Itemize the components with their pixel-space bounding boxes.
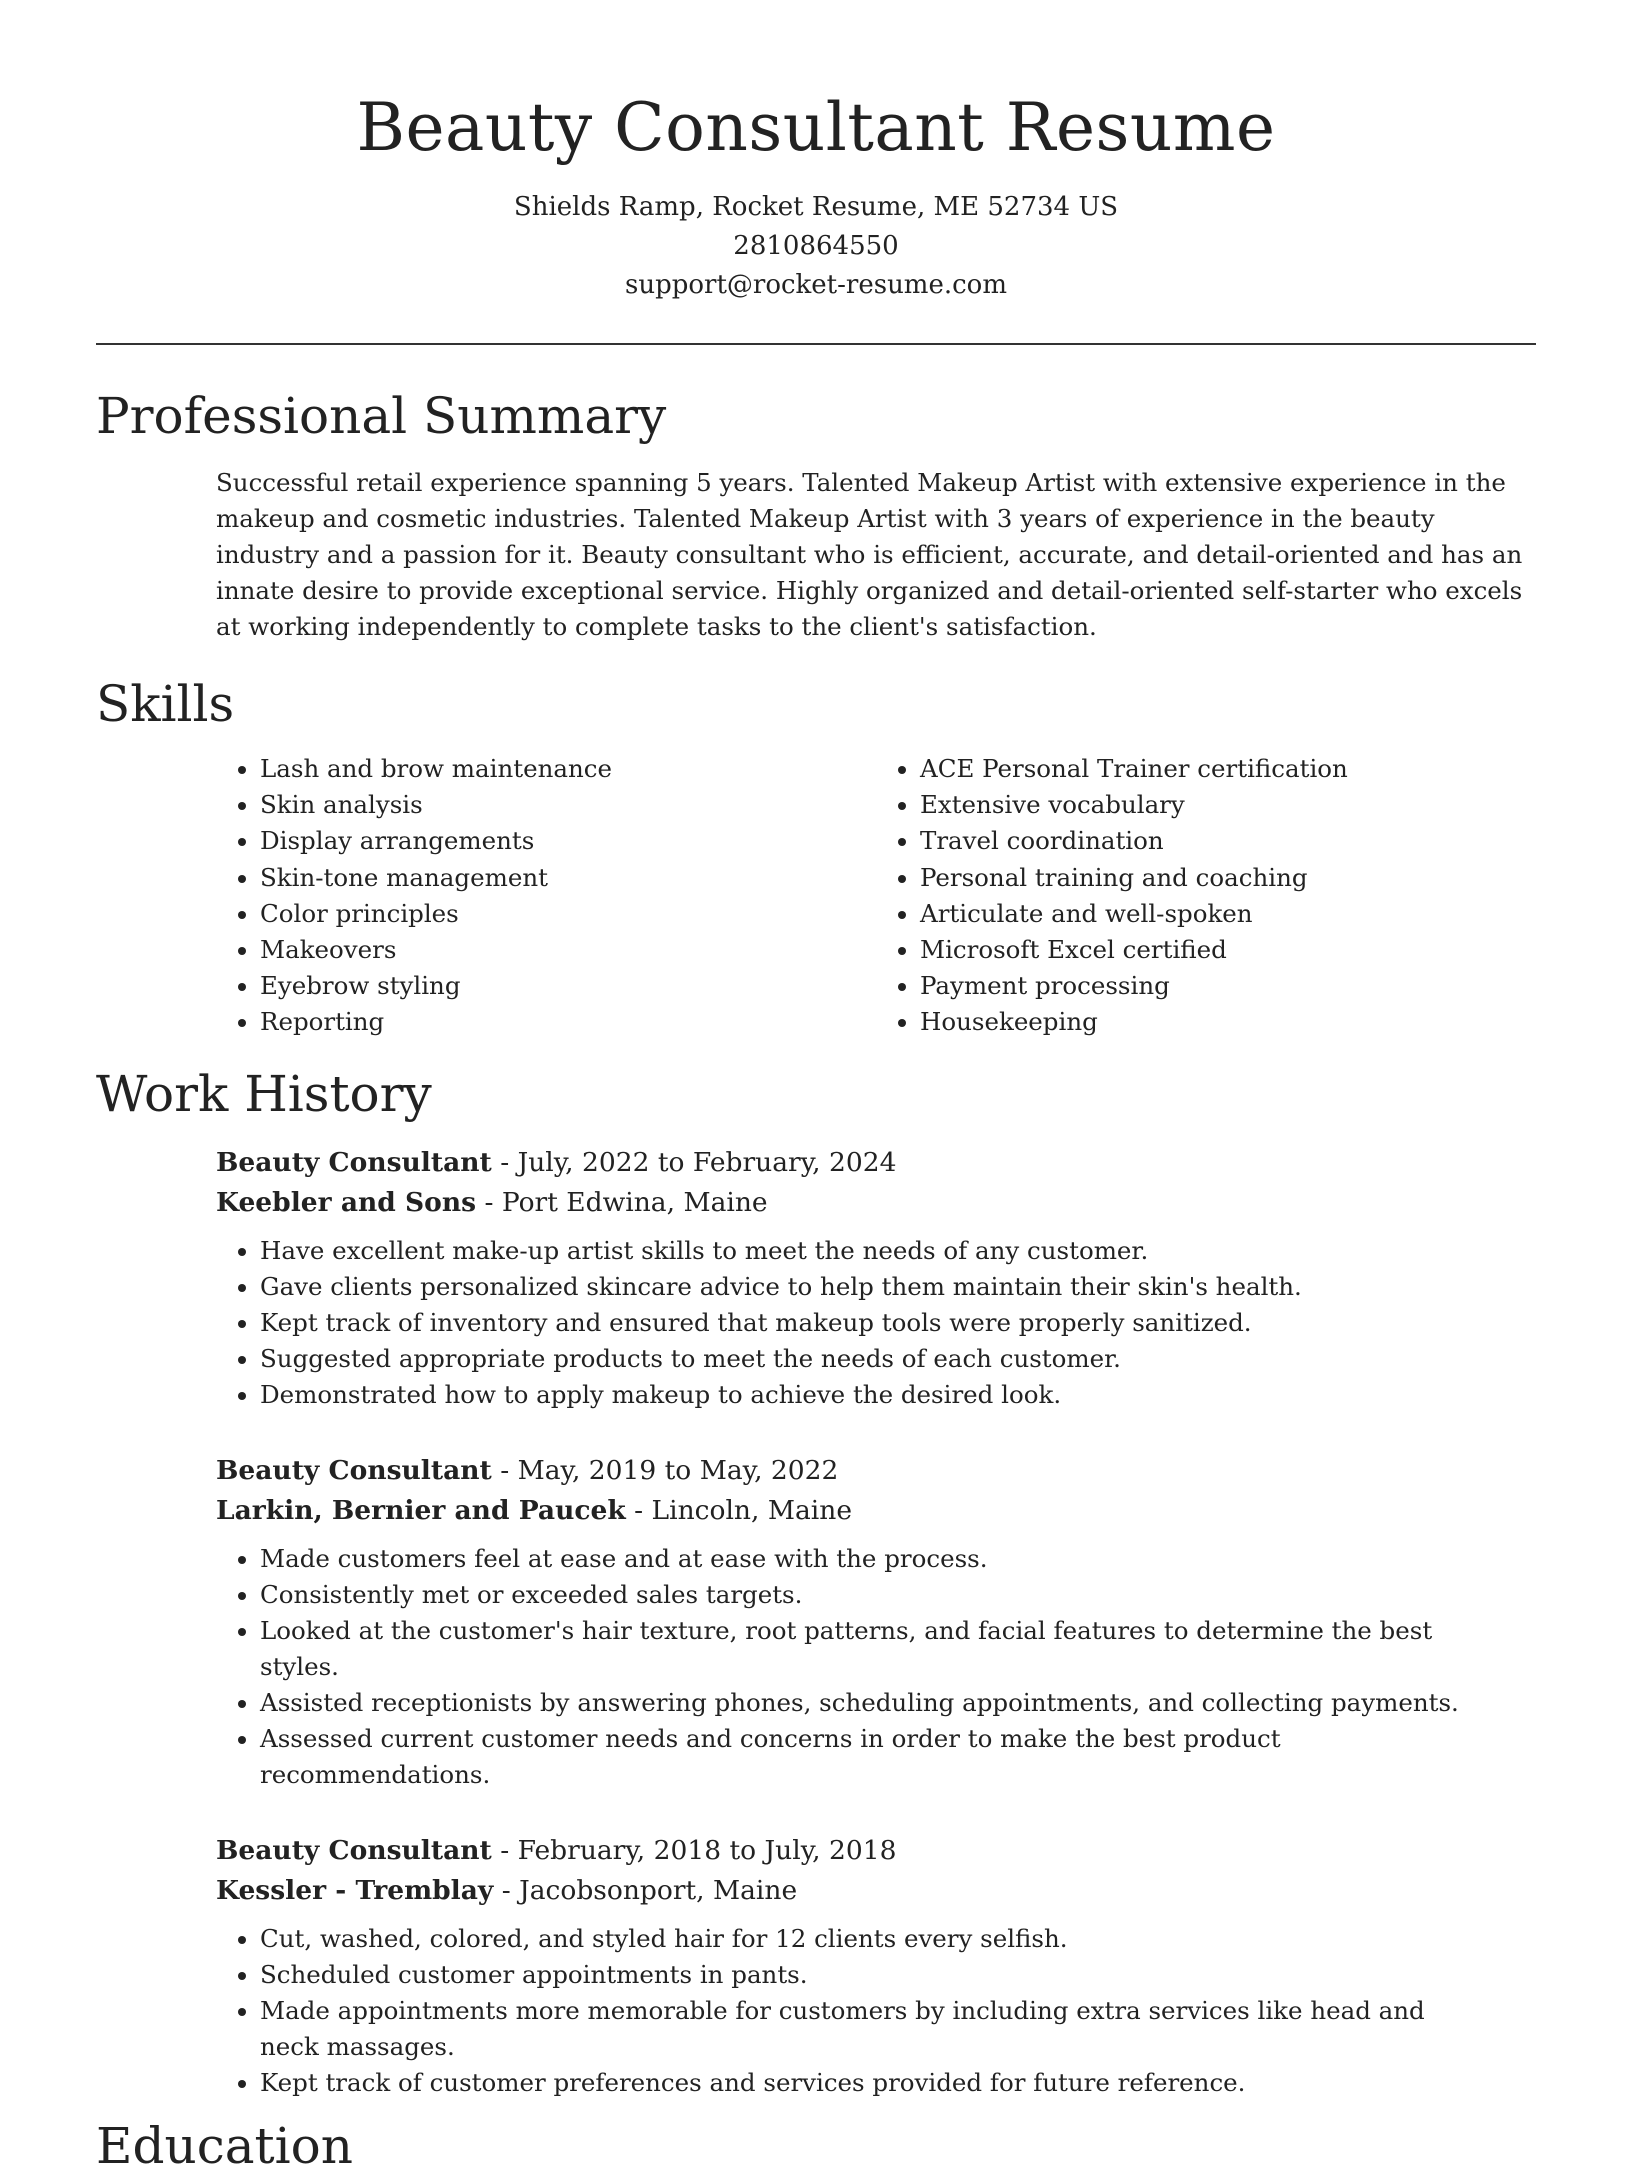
job-bullet: • Made appointments more memorable for customers by including extra services like head and neck massages. (260, 1993, 1536, 2065)
job-bullet: • Made customers feel at ease and at ease with the process. (260, 1541, 1536, 1577)
job-bullet: • Consistently met or exceeded sales targets. (260, 1577, 1536, 1613)
resume-page (96, 0, 1536, 2177)
work-history-heading: Work History (96, 1064, 432, 1123)
job-bullets (216, 1233, 1536, 1413)
skill-item: • Reporting (260, 1004, 876, 1040)
job-bullet: • Assisted receptionists by answering phones, scheduling appointments, and collecting payments. (260, 1685, 1536, 1721)
job-company-line (216, 1183, 1536, 1223)
job-role: Beauty Consultant (216, 1146, 492, 1178)
job-company: Kessler - Tremblay (216, 1874, 494, 1906)
job-bullet: • Kept track of customer preferences and services provided for future reference. (260, 2065, 1536, 2101)
skill-item: • Microsoft Excel certified (920, 932, 1536, 968)
job-company-line (216, 1491, 1536, 1531)
job-company-line (216, 1871, 1536, 1911)
skill-item: • Display arrangements (260, 823, 876, 859)
job-bullet: • Kept track of inventory and ensured that makeup tools were properly sanitized. (260, 1305, 1536, 1341)
skill-item: • Extensive vocabulary (920, 787, 1536, 823)
job-entry (216, 1831, 1536, 2101)
skills-column-right (876, 751, 1536, 1041)
contact-phone: 2810864550 (733, 231, 899, 261)
skills-column-left (216, 751, 876, 1041)
skill-item: • Personal training and coaching (920, 860, 1536, 896)
job-bullet: • Have excellent make-up artist skills to meet the needs of any customer. (260, 1233, 1536, 1269)
skill-item: • Articulate and well-spoken (920, 896, 1536, 932)
job-bullet: • Cut, washed, colored, and styled hair for 12 clients every selfish. (260, 1921, 1536, 1957)
job-bullet: • Looked at the customer's hair texture, root patterns, and facial features to determine the best styles. (260, 1613, 1536, 1685)
job-title-line (216, 1143, 1536, 1183)
skills-heading: Skills (96, 675, 235, 733)
skill-item: • Eyebrow styling (260, 968, 876, 1004)
job-entry (216, 1143, 1536, 1413)
summary-heading: Professional Summary (96, 387, 667, 445)
job-bullet: • Demonstrated how to apply makeup to achieve the desired look. (260, 1377, 1536, 1413)
contact-email: support@rocket-resume.com (624, 270, 1007, 300)
job-dates: - May, 2019 to May, 2022 (491, 1454, 839, 1486)
skill-item: • Travel coordination (920, 823, 1536, 859)
job-company: Larkin, Bernier and Paucek (216, 1494, 626, 1526)
contact-address: Shields Ramp, Rocket Resume, ME 52734 US (513, 192, 1119, 222)
job-location: - Port Edwina, Maine (476, 1186, 768, 1218)
job-bullets (216, 1541, 1536, 1793)
job-bullet: • Gave clients personalized skincare advice to help them maintain their skin's health. (260, 1269, 1536, 1305)
job-title-line (216, 1831, 1536, 1871)
job-company: Keebler and Sons (216, 1186, 477, 1218)
header-divider (96, 343, 1536, 345)
skill-item: • Lash and brow maintenance (260, 751, 876, 787)
skill-item: • Housekeeping (920, 1004, 1536, 1040)
skills-list (216, 751, 1536, 1041)
contact-block (96, 188, 1536, 305)
job-dates: - February, 2018 to July, 2018 (491, 1834, 897, 1866)
skill-item: • Skin-tone management (260, 860, 876, 896)
summary-text: Successful retail experience spanning 5 years. Talented Makeup Artist with extensive experience in the makeup and cosmetic industries. Talented Makeup Artist with 3 years of experience in the beauty industry and a passion for it. Beauty consultant who is efficient, accurate, and detail-oriented and has an innate desire to provide exceptional service. Highly organized and detail-oriented self-starter who excels at working independently to complete tasks to the client's satisfaction. (216, 468, 1523, 641)
skill-item: • Makeovers (260, 932, 876, 968)
job-location: - Jacobsonport, Maine (493, 1874, 798, 1906)
skill-item: • Color principles (260, 896, 876, 932)
job-location: - Lincoln, Maine (625, 1494, 853, 1526)
job-role: Beauty Consultant (216, 1834, 492, 1866)
job-entry (216, 1451, 1536, 1793)
resume-title: Beauty Consultant Resume (356, 89, 1276, 166)
job-bullets (216, 1921, 1536, 2101)
skill-item: • Skin analysis (260, 787, 876, 823)
job-bullet: • Scheduled customer appointments in pants. (260, 1957, 1536, 1993)
job-title-line (216, 1451, 1536, 1491)
job-bullet: • Assessed current customer needs and concerns in order to make the best product recommendations. (260, 1721, 1536, 1793)
education-heading: Education (96, 2116, 353, 2175)
skill-item: • Payment processing (920, 968, 1536, 1004)
job-role: Beauty Consultant (216, 1454, 492, 1486)
job-dates: - July, 2022 to February, 2024 (491, 1146, 897, 1178)
skill-item: • ACE Personal Trainer certification (920, 751, 1536, 787)
job-bullet: • Suggested appropriate products to meet the needs of each customer. (260, 1341, 1536, 1377)
